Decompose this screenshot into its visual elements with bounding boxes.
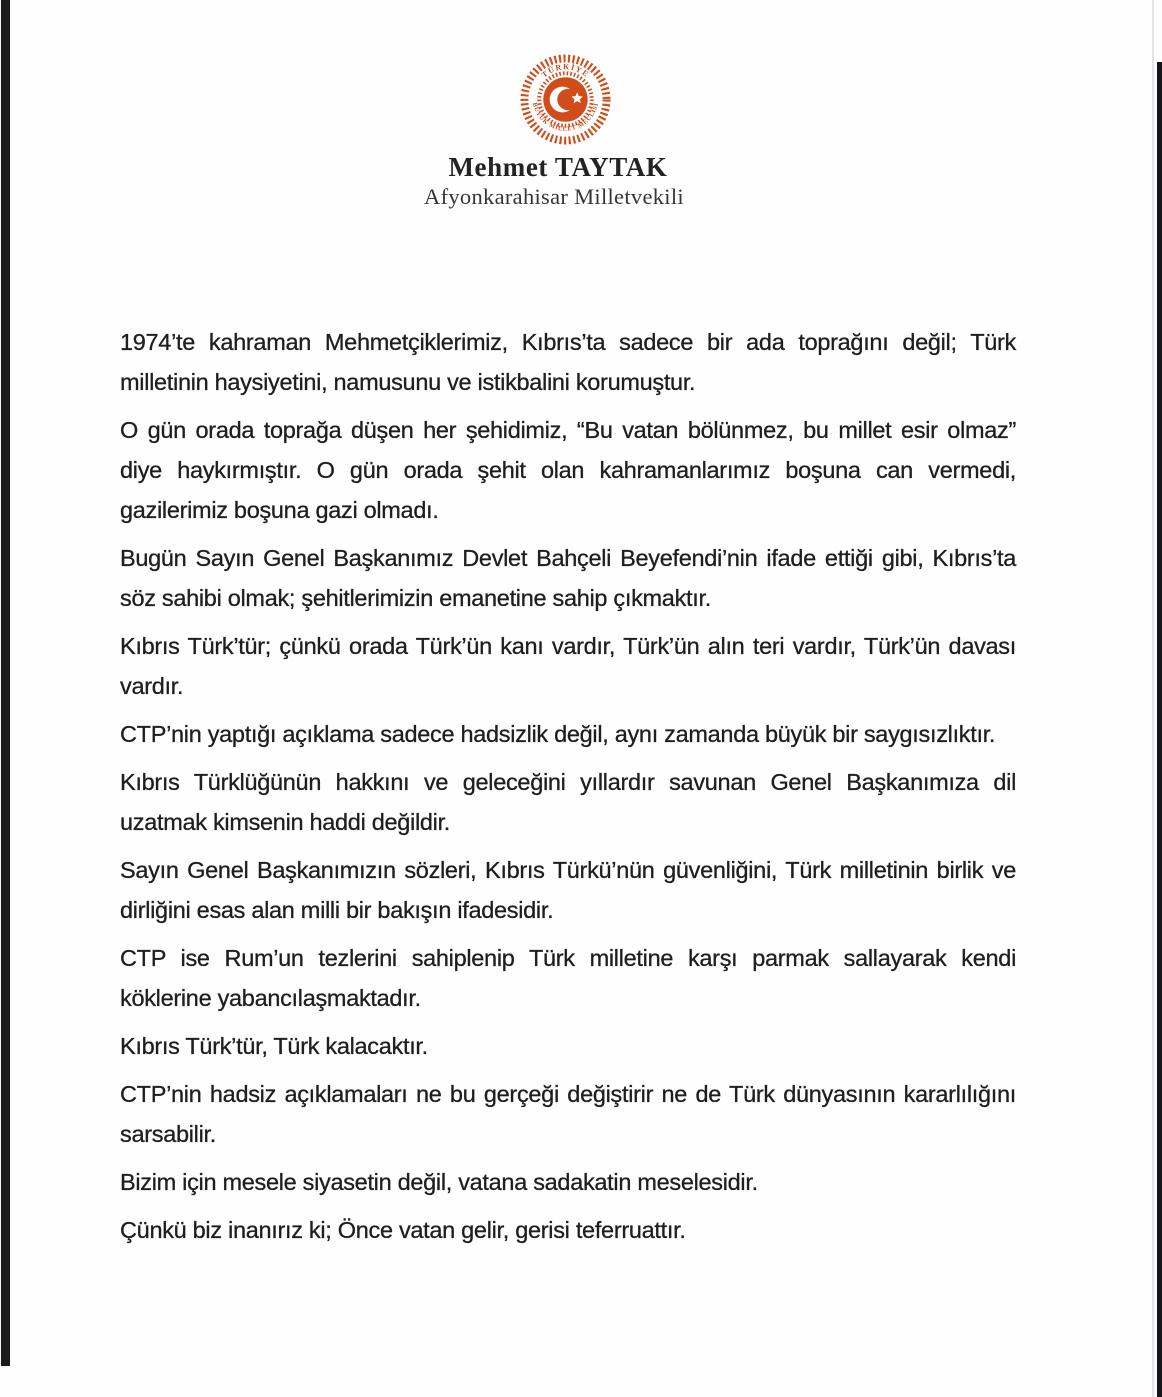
mp-title: Afyonkarahisar Milletvekili <box>424 184 684 209</box>
emblem-text-bottom: BÜYÜK MİLLET MECLİSİ <box>530 101 601 133</box>
paragraph: Bugün Sayın Genel Başkanımız Devlet Bahçeli Beyefendi’nin ifade ettiği gibi, Kıbrıs’ta söz sahibi olmak; şehitlerimizin emanetine sahip çıkmaktır. <box>120 545 1016 611</box>
emblem-text-top: TÜRKİYE <box>539 62 592 80</box>
paragraph: 1974’te kahraman Mehmetçiklerimiz, Kıbrıs’ta sadece bir ada toprağını değil; Türk milletinin haysiyetini, namusunu ve istikbalini korumuştur. <box>120 329 1016 395</box>
paragraph: Kıbrıs Türklüğünün hakkını ve geleceğini yıllardır savunan Genel Başkanımıza dil uzatmak kimsenin haddi değildir. <box>120 769 1016 835</box>
paragraph: Kıbrıs Türk’tür, Türk kalacaktır. <box>120 1033 428 1059</box>
paragraph: O gün orada toprağa düşen her şehidimiz, “Bu vatan bölünmez, bu millet esir olmaz” diye haykırmıştır. O gün orada şehit olan kahramanlarımız boşuna can vermedi, gazilerimiz boşuna gazi olmadı. <box>120 417 1016 523</box>
paragraph: Sayın Genel Başkanımızın sözleri, Kıbrıs Türkü’nün güvenliğini, Türk milletinin birlik ve dirliğini esas alan milli bir bakışın ifadesidir. <box>120 857 1016 923</box>
paragraph: Kıbrıs Türk’tür; çünkü orada Türk’ün kanı vardır, Türk’ün alın teri vardır, Türk’ün davası vardır. <box>120 633 1016 699</box>
paragraph: CTP’nin hadsiz açıklamaları ne bu gerçeği değiştirir ne de Türk dünyasının kararlılığını sarsabilir. <box>120 1081 1016 1147</box>
mp-name: Mehmet TAYTAK <box>448 152 668 182</box>
tbmm-emblem-icon <box>519 53 612 146</box>
paragraph: Bizim için mesele siyasetin değil, vatana sadakatin meselesidir. <box>120 1169 758 1195</box>
paragraph: Çünkü biz inanırız ki; Önce vatan gelir, gerisi teferruattır. <box>120 1217 686 1243</box>
scan-fold-line <box>1152 0 1154 1397</box>
paragraph: CTP ise Rum’un tezlerini sahiplenip Türk milletine karşı parmak sallayarak kendi köklerine yabancılaşmaktadır. <box>120 945 1016 1011</box>
paragraph: CTP’nin yaptığı açıklama sadece hadsizlik değil, aynı zamanda büyük bir saygısızlıktır. <box>120 721 996 747</box>
scan-edge-right <box>1157 62 1162 1397</box>
letter-body <box>120 322 1016 1258</box>
